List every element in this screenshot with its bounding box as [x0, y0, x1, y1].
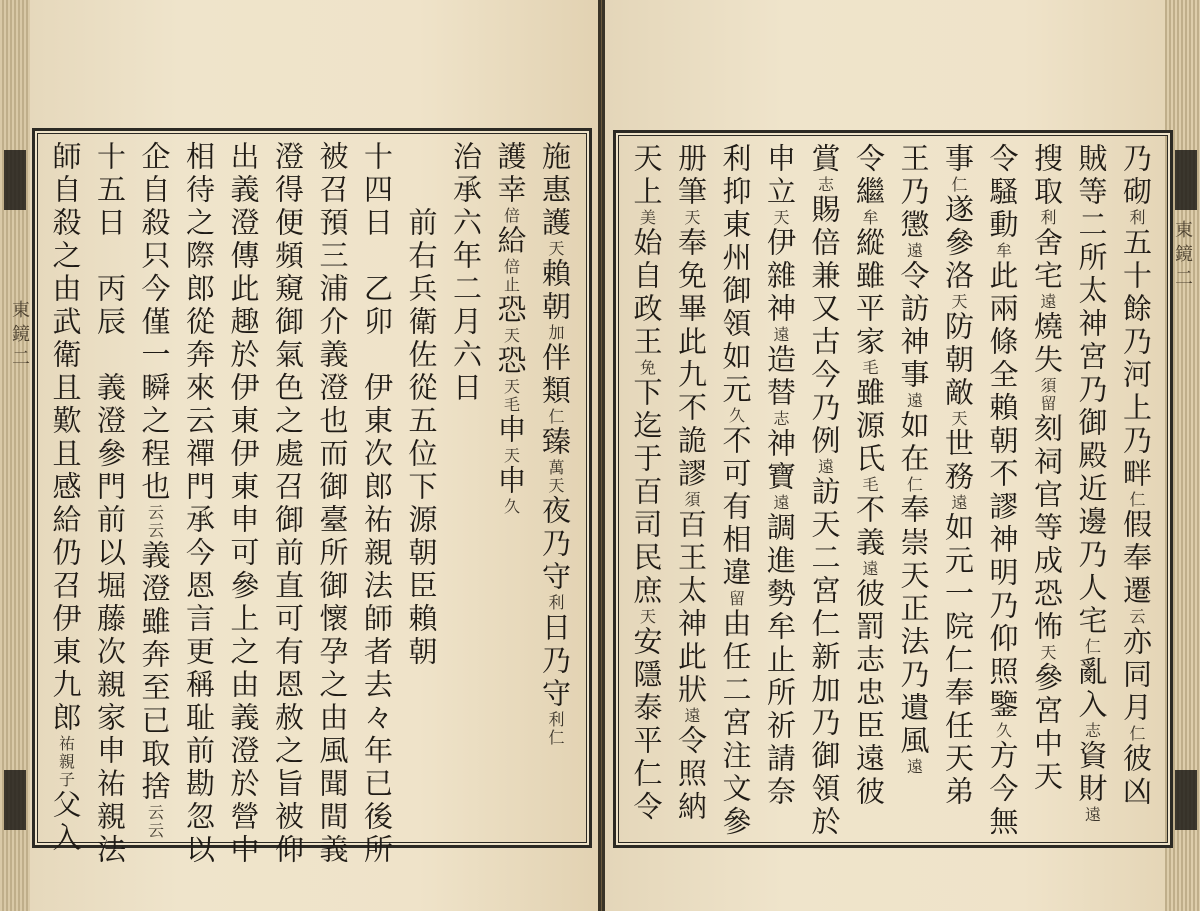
text-segment: 令騷動 — [985, 143, 1020, 242]
annotation-kana: 遠 — [904, 758, 924, 776]
annotation-kana: 仁 — [949, 176, 968, 194]
left-edge-mark — [4, 770, 26, 830]
annotation-kana: 天 — [546, 240, 565, 258]
text-segment: 始自政王 — [629, 227, 664, 359]
text-segment: 十五日 — [93, 141, 127, 240]
text-column — [41, 131, 86, 855]
annotation-kana: 遠 — [949, 494, 968, 512]
annotation-kana: 利 — [1038, 209, 1057, 227]
annotation-kana: 云云 — [145, 504, 165, 540]
text-segment: 乙卯 伊東次郎祐親法師者去々年已後所 — [360, 240, 394, 867]
right-margin-title: 東鏡二 — [1172, 220, 1193, 292]
text-column — [889, 133, 934, 855]
text-segment: 下迄于百司民庶 — [629, 377, 664, 608]
text-segment: 被召預三浦介義澄也而御臺所御懷孕之由風聞間義 — [315, 141, 350, 867]
text-column — [175, 131, 220, 867]
text-segment: 前右兵衛佐從五位下源朝臣賴朝 — [404, 141, 439, 669]
left-margin-title: 東鏡二 — [9, 300, 30, 372]
annotation-kana: 天 — [637, 608, 657, 626]
text-column — [397, 131, 442, 855]
text-segment: 亂入 — [1074, 656, 1109, 722]
text-segment: 册筆 — [674, 143, 708, 209]
text-segment: 伴類 — [538, 342, 572, 408]
text-segment: 抑東州御領如元 — [718, 176, 753, 407]
annotation-kana: 毛 — [860, 476, 879, 494]
annotation-kana: 萬天 — [546, 459, 565, 495]
annotation-kana: 遠 — [1038, 293, 1057, 311]
text-segment: 十四日 — [360, 141, 394, 240]
text-segment: 日乃守 — [538, 612, 572, 711]
text-segment: 不義 — [852, 494, 886, 560]
right-text-frame — [613, 130, 1173, 848]
text-segment: 假奉遷 — [1119, 509, 1153, 608]
text-segment: 申立 — [763, 143, 797, 209]
text-segment: 企自殺只今僅一瞬之程也 — [137, 141, 172, 504]
annotation-kana: 天 — [1038, 644, 1057, 662]
text-column — [308, 131, 353, 867]
annotation-kana: 倍止 — [501, 258, 521, 294]
text-column — [353, 131, 398, 867]
text-segment: 澄得便頻窺御氣色之處召御前直可有恩赦之旨被仰 — [271, 141, 305, 867]
annotation-kana: 天 — [682, 209, 701, 227]
text-column — [1023, 133, 1068, 855]
annotation-kana: 久 — [726, 407, 746, 425]
text-segment: 賞 — [807, 143, 842, 176]
text-segment: 參宮中天 — [1030, 662, 1064, 794]
text-segment: 護幸 — [493, 141, 528, 207]
annotation-kana: 仁 — [904, 476, 924, 494]
annotation-kana: 利仁 — [546, 711, 565, 747]
text-column — [442, 131, 487, 855]
text-segment: 防朝敵 — [941, 311, 975, 410]
text-segment: 給 — [493, 225, 528, 258]
text-column — [531, 131, 576, 855]
text-segment: 造替 — [763, 344, 797, 410]
text-segment: 如在 — [896, 410, 931, 476]
annotation-kana: 遠 — [904, 392, 924, 410]
text-segment: 刻祠官等成恐怖 — [1030, 413, 1064, 644]
annotation-kana: 志 — [815, 176, 835, 194]
annotation-kana: 須留 — [1038, 377, 1057, 413]
annotation-kana: 仁 — [546, 408, 565, 426]
text-column — [219, 131, 264, 867]
text-column — [1067, 133, 1112, 855]
text-segment: 事 — [941, 143, 975, 176]
text-segment: 世務 — [941, 428, 975, 494]
text-segment: 五十餘乃河上乃畔 — [1119, 227, 1153, 491]
text-segment: 訪天二宮仁新加乃御領於 — [807, 476, 842, 839]
annotation-kana: 遠 — [904, 242, 924, 260]
annotation-kana: 志 — [1082, 722, 1102, 740]
text-segment: 令照納 — [674, 725, 708, 824]
annotation-kana: 仁 — [1082, 638, 1102, 656]
text-segment: 此兩條 — [985, 260, 1020, 359]
text-segment: 申 — [493, 465, 528, 498]
text-segment: 彼凶 — [1119, 743, 1153, 809]
text-column — [667, 133, 712, 855]
annotation-kana: 天 — [501, 447, 521, 465]
text-segment: 治承六年二月六日 — [449, 141, 483, 405]
right-page — [602, 0, 1200, 911]
text-segment: 彼罰志忠臣遠彼 — [852, 578, 886, 809]
text-segment: 遂參洛 — [941, 194, 975, 293]
left-edge-mark — [4, 150, 26, 210]
text-column — [845, 133, 890, 855]
text-segment: 恐 — [493, 345, 528, 378]
annotation-kana: 天 — [949, 410, 968, 428]
annotation-kana: 仁 — [1127, 491, 1146, 509]
annotation-kana: 加 — [546, 324, 565, 342]
annotation-kana: 天 — [949, 293, 968, 311]
annotation-kana: 志 — [771, 410, 790, 428]
text-segment: 賜倍兼又古今乃例 — [807, 194, 842, 458]
text-column — [711, 133, 756, 855]
text-segment: 夜乃守 — [538, 495, 572, 594]
text-segment: 由任二宮注文參 — [718, 608, 753, 839]
text-segment: 施惠護 — [538, 141, 572, 240]
text-segment: 如元一院仁奉任天弟 — [941, 512, 975, 809]
text-segment: 義澄雖奔至已取捨 — [137, 540, 172, 804]
text-segment: 臻 — [538, 426, 572, 459]
text-segment: 奉免畢此九不詭謬 — [674, 227, 708, 491]
text-column — [264, 131, 309, 867]
text-segment: 令繼 — [852, 143, 886, 209]
annotation-kana: 倍 — [501, 207, 521, 225]
annotation-kana: 遠 — [771, 326, 790, 344]
text-segment: 出義澄傳此趣於伊東伊東申可參上之由義澄於營中 — [226, 141, 261, 867]
text-column — [486, 131, 531, 855]
text-segment: 令訪神事 — [896, 260, 931, 392]
right-edge-mark — [1175, 770, 1197, 830]
annotation-kana: 留 — [726, 590, 746, 608]
annotation-kana: 遠 — [860, 560, 879, 578]
text-segment: 安隱泰平仁令 — [629, 626, 664, 824]
annotation-kana: 天毛 — [501, 378, 521, 414]
annotation-kana: 云云 — [145, 804, 165, 840]
text-segment: 相待之際郎從奔來云禪門承今恩言更稱耻前勘忽以 — [182, 141, 216, 867]
annotation-kana: 免 — [637, 359, 657, 377]
annotation-kana: 云 — [1127, 608, 1146, 626]
text-segment: 不可有相違 — [718, 425, 753, 590]
text-segment: 亦同月 — [1119, 626, 1153, 725]
annotation-kana: 利 — [1127, 209, 1146, 227]
text-segment: 調進勢牟止所祈請奈 — [763, 512, 797, 809]
annotation-kana: 毛 — [860, 359, 879, 377]
text-segment: 師自殺之由武衛且歎且感給仍召伊東九郎 — [48, 141, 83, 735]
text-segment: 父入 — [48, 789, 83, 855]
text-column — [978, 133, 1023, 855]
text-column — [130, 131, 175, 855]
text-segment: 舍宅 — [1030, 227, 1064, 293]
text-segment: 賊等二所太神宮乃御殿近邊乃人宅 — [1074, 143, 1109, 638]
text-segment: 恐 — [493, 294, 528, 327]
text-segment: 奉崇天正法乃遺風 — [896, 494, 931, 758]
text-segment: 乃砌 — [1119, 143, 1153, 209]
text-column — [622, 133, 667, 855]
annotation-kana: 遠 — [771, 494, 790, 512]
annotation-kana: 須 — [682, 491, 701, 509]
text-segment: 伊雜神 — [763, 227, 797, 326]
annotation-kana: 遠 — [1082, 806, 1102, 824]
text-segment: 神寶 — [763, 428, 797, 494]
text-segment: 縱雖平家 — [852, 227, 886, 359]
annotation-kana: 利 — [546, 594, 565, 612]
annotation-kana: 祐親子 — [56, 735, 76, 789]
text-column — [86, 131, 131, 867]
annotation-kana: 天 — [771, 209, 790, 227]
text-segment: 資財 — [1074, 740, 1109, 806]
text-segment: 方今無 — [985, 740, 1020, 839]
text-segment: 申 — [493, 414, 528, 447]
text-segment: 天上 — [629, 143, 664, 209]
text-segment: 雖源氏 — [852, 377, 886, 476]
text-segment: 百王太神此狀 — [674, 509, 708, 707]
text-column — [1112, 133, 1157, 855]
text-column — [756, 133, 801, 855]
annotation-kana: 遠 — [815, 458, 835, 476]
annotation-kana: 牟 — [993, 242, 1013, 260]
right-edge-mark — [1175, 150, 1197, 210]
text-segment: 丙辰 義澄參門前以堀藤次親家申祐親法 — [93, 240, 127, 867]
text-column — [800, 133, 845, 855]
annotation-kana: 牟 — [860, 209, 879, 227]
text-segment: 燒失 — [1030, 311, 1064, 377]
text-segment: 賴朝 — [538, 258, 572, 324]
text-segment: 全賴朝不謬神明乃仰照鑒 — [985, 359, 1020, 722]
text-segment: 搜取 — [1030, 143, 1064, 209]
left-text-frame — [32, 128, 592, 867]
annotation-kana: 天 — [501, 327, 521, 345]
annotation-kana: 久 — [993, 722, 1013, 740]
text-column — [934, 133, 979, 855]
text-segment: 利 — [718, 143, 753, 176]
annotation-kana: 美 — [637, 209, 657, 227]
text-segment: 王乃懲 — [896, 143, 931, 242]
annotation-kana: 遠 — [682, 707, 701, 725]
annotation-kana: 久 — [501, 498, 521, 516]
annotation-kana: 仁 — [1127, 725, 1146, 743]
